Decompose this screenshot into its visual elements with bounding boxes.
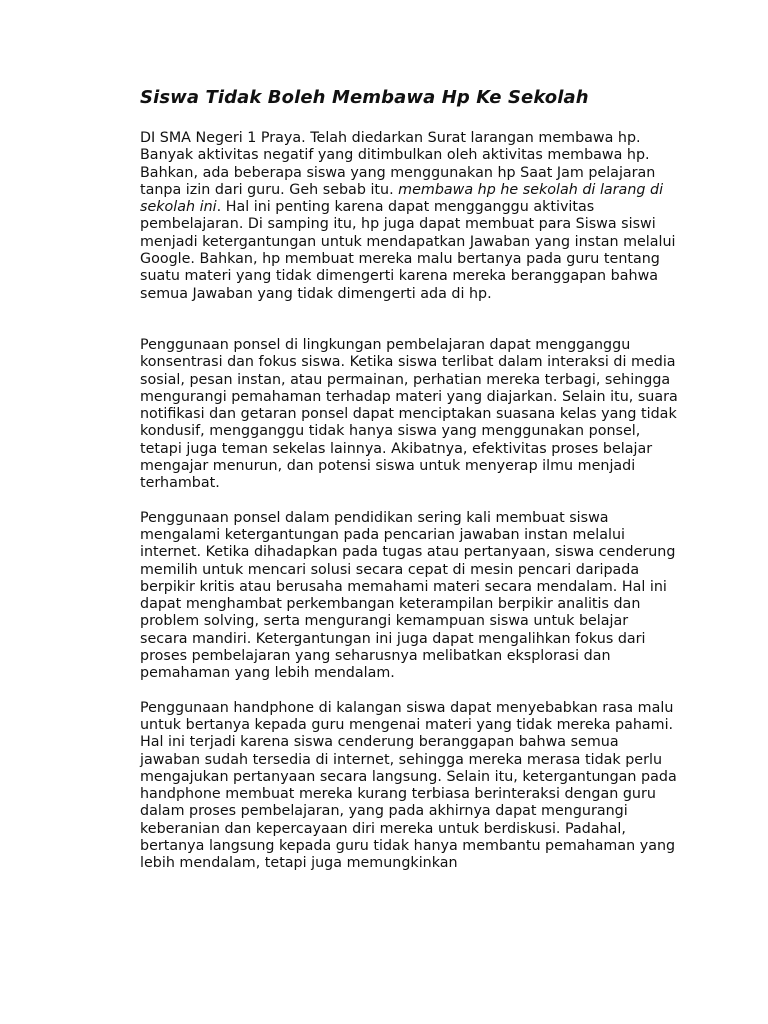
- paragraph-3: Penggunaan ponsel dalam pendidikan sering kali membuat siswa mengalami ketergantungan pada pencarian jawaban instan melalui internet. Ketika dihadapkan pada tugas atau pertanyaan, siswa cenderung memilih untuk mencari solusi secara cepat di mesin pencari daripada berpikir kritis atau berusaha memahami materi secara mendalam. Hal ini dapat menghambat perkembangan keterampilan berpikir analitis dan problem solving, serta mengurangi kemampuan siswa untuk belajar secara mandiri. Ketergantungan ini juga dapat mengalihkan fokus dari proses pembelajaran yang seharusnya melibatkan eksplorasi dan pemahaman yang lebih mendalam.: [140, 509, 676, 682]
- paragraph-1-text-start: DI SMA Negeri 1 Praya. Telah diedarkan Surat larangan membawa hp. Banyak aktivitas negatif yang ditimbulkan oleh aktivitas membawa hp. Bahkan, ada beberapa siswa yang menggunakan hp Saat Jam pelajaran tanpa izin dari guru. Geh sebab itu.: [140, 130, 656, 198]
- document-body: [140, 86, 680, 890]
- document-title: Siswa Tidak Boleh Membawa Hp Ke Sekolah: [140, 87, 589, 108]
- paragraph-1-italic-text: membawa hp he sekolah di larang di sekolah ini: [140, 181, 664, 216]
- paragraph-4: Penggunaan handphone di kalangan siswa dapat menyebabkan rasa malu untuk bertanya kepada guru mengenai materi yang tidak mereka pahami. Hal ini terjadi karena siswa cenderung beranggapan bahwa semua jawaban sudah tersedia di internet, sehingga mereka merasa tidak perlu mengajukan pertanyaan secara langsung. Selain itu, ketergantungan pada handphone membuat mereka kurang terbiasa berinteraksi dengan guru dalam proses pembelajaran, yang pada akhirnya dapat mengurangi keberanian dan kepercayaan diri mereka untuk berdiskusi. Padahal, bertanya langsung kepada guru tidak hanya membantu pemahaman yang lebih mendalam, tetapi juga memungkinkan: [140, 699, 677, 872]
- paragraph-1: [140, 130, 680, 303]
- paragraph-2: Penggunaan ponsel di lingkungan pembelajaran dapat mengganggu konsentrasi dan fokus siswa. Ketika siswa terlibat dalam interaksi di media sosial, pesan instan, atau permainan, perhatian mereka terbagi, sehingga mengurangi pemahaman terhadap materi yang diajarkan. Selain itu, suara notifikasi dan getaran ponsel dapat menciptakan suasana kelas yang tidak kondusif, mengganggu tidak hanya siswa yang menggunakan ponsel, tetapi juga teman sekelas lainnya. Akibatnya, efektivitas proses belajar mengajar menurun, dan potensi siswa untuk menyerap ilmu menjadi terhambat.: [140, 336, 678, 492]
- paragraph-1-text-end: . Hal ini penting karena dapat mengganggu aktivitas pembelajaran. Di samping itu, hp juga dapat membuat para Siswa siswi menjadi ketergantungan untuk mendapatkan Jawaban yang instan melalui Google. Bahkan, hp membuat mereka malu bertanya pada guru tentang suatu materi yang tidak dimengerti karena mereka beranggapan bahwa semua Jawaban yang tidak dimengerti ada di hp.: [140, 199, 676, 302]
